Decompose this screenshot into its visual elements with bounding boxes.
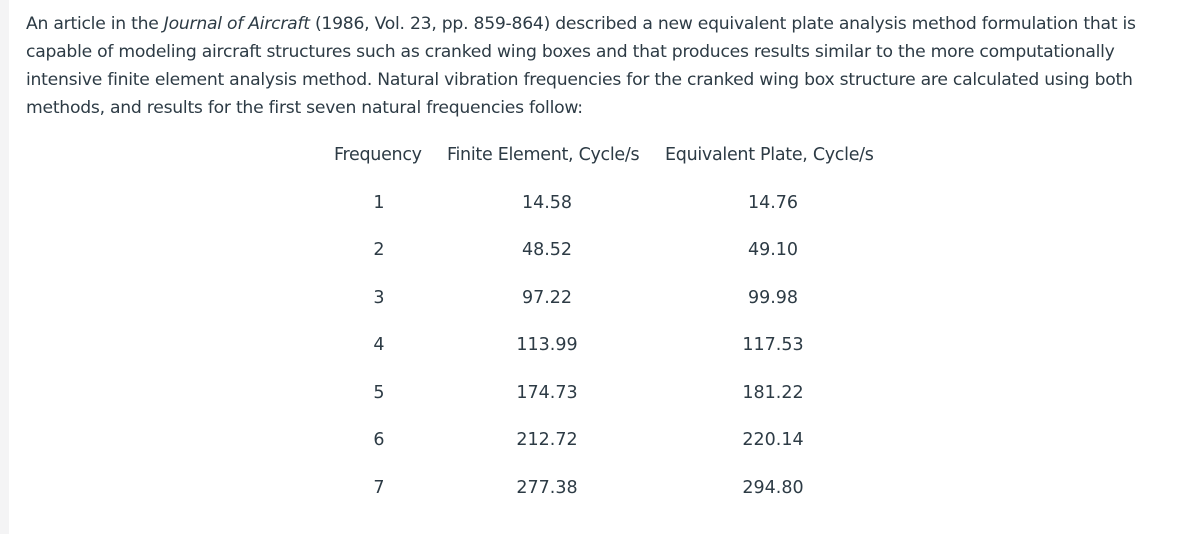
header-finite-element: Finite Element, Cycle/s [447, 145, 640, 165]
cell-frequency: 6 [373, 430, 385, 450]
cell-finite-element: 174.73 [516, 383, 578, 403]
cell-finite-element: 48.52 [521, 240, 573, 260]
cell-frequency: 1 [373, 193, 385, 213]
cell-equivalent-plate: 99.98 [747, 288, 799, 308]
cell-equivalent-plate: 117.53 [742, 335, 804, 355]
cell-frequency: 5 [373, 383, 385, 403]
header-frequency: Frequency [334, 145, 422, 165]
intro-text-start: An article in the [26, 14, 164, 34]
cell-finite-element: 14.58 [521, 193, 573, 213]
journal-title: Journal of Aircraft [163, 14, 310, 34]
cell-finite-element: 97.22 [521, 288, 573, 308]
cell-equivalent-plate: 49.10 [747, 240, 799, 260]
cell-frequency: 4 [373, 335, 385, 355]
header-equivalent-plate: Equivalent Plate, Cycle/s [665, 145, 874, 165]
cell-frequency: 3 [373, 288, 385, 308]
intro-text-rest: (1986, Vol. 23, pp. 859-864) described a new equivalent plate analysis method formulation that is capable of modeling aircraft structures such as cranked wing boxes and that produces results similar to the more computationally intensive finite element analysis method. Natural vibration frequencies for the cranked wing box structure are calculated using both methods, and results for the first seven natural frequencies follow: [26, 14, 1136, 118]
problem-statement [26, 10, 1176, 122]
cell-equivalent-plate: 181.22 [742, 383, 804, 403]
cell-frequency: 7 [373, 478, 385, 498]
cell-finite-element: 212.72 [516, 430, 578, 450]
cell-equivalent-plate: 14.76 [747, 193, 799, 213]
cell-finite-element: 113.99 [516, 335, 578, 355]
cell-frequency: 2 [373, 240, 385, 260]
left-border [0, 0, 9, 534]
cell-finite-element: 277.38 [516, 478, 578, 498]
cell-equivalent-plate: 220.14 [742, 430, 804, 450]
cell-equivalent-plate: 294.80 [742, 478, 804, 498]
